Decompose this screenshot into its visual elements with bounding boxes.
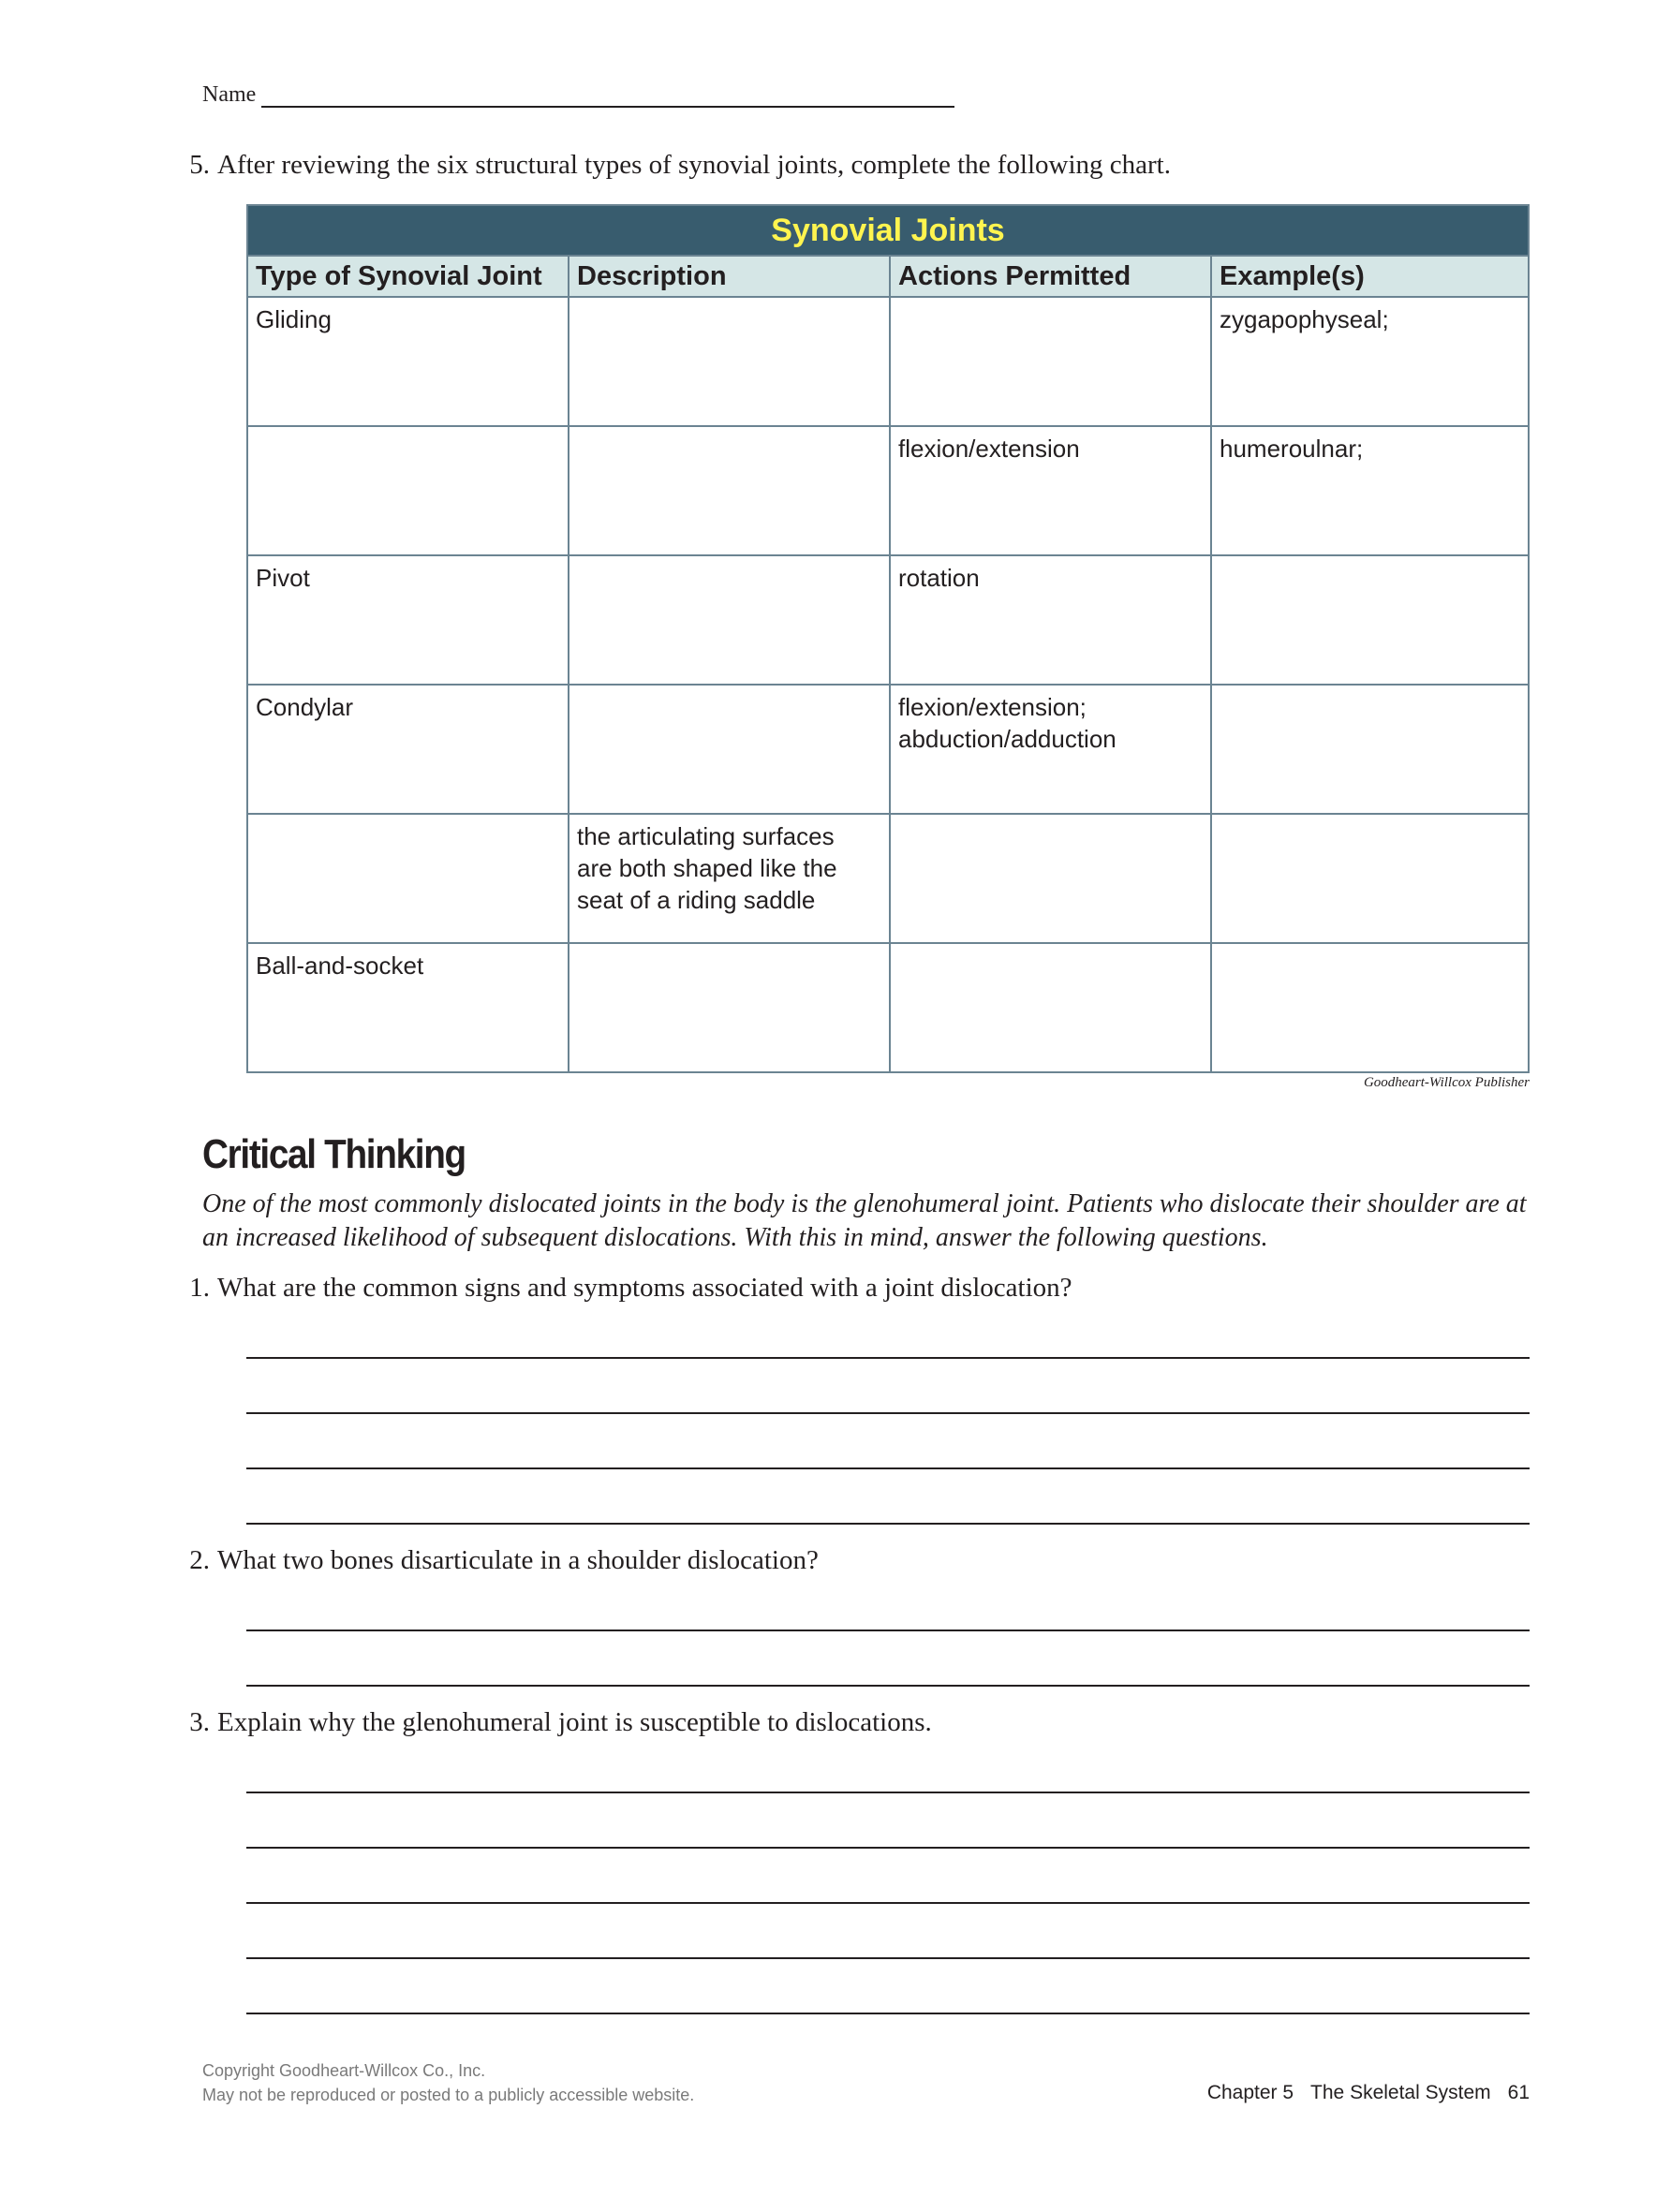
synovial-joints-table <box>246 204 1530 1073</box>
table-cell: Gliding <box>248 298 569 425</box>
intro-paragraph: One of the most commonly dislocated joints in the body is the glenohumeral joint. Patients who dislocate their shoulder are at an increased likelihood of subsequent dislocations. With this in mind, answer the following questions. <box>202 1189 1527 1252</box>
table-cell: Condylar <box>248 686 569 813</box>
table-row <box>248 296 1528 425</box>
table-cell: zygapophyseal; <box>1220 305 1389 333</box>
table-cell[interactable] <box>891 944 1212 1071</box>
question-text: What two bones disarticulate in a shoulder dislocation? <box>217 1545 819 1575</box>
question-number: 1. <box>189 1273 210 1303</box>
answer-line[interactable] <box>246 1847 1530 1849</box>
page-number: 61 <box>1507 2082 1530 2103</box>
answer-line[interactable] <box>246 1792 1530 1793</box>
answer-line[interactable] <box>246 1630 1530 1631</box>
column-header: Type of Synovial Joint <box>248 257 569 296</box>
answer-line[interactable] <box>246 1957 1530 1959</box>
column-header: Description <box>569 257 891 296</box>
reproduction-notice: May not be reproduced or posted to a publicly accessible website. <box>202 2086 695 2104</box>
name-field[interactable] <box>202 82 954 108</box>
table-cell[interactable] <box>569 944 891 1071</box>
question-1 <box>178 1273 1072 1304</box>
answer-line[interactable] <box>246 1412 1530 1414</box>
column-header: Example(s) <box>1220 261 1365 291</box>
table-header-row <box>248 255 1528 296</box>
question-number: 2. <box>189 1545 210 1575</box>
table-row <box>248 554 1528 684</box>
table-cell[interactable] <box>569 686 891 813</box>
question-number: 3. <box>189 1707 210 1737</box>
source-credit: Goodheart-Willcox Publisher <box>1363 1075 1530 1090</box>
answer-line[interactable] <box>246 1357 1530 1359</box>
question-text: Explain why the glenohumeral joint is susceptible to dislocations. <box>217 1707 932 1737</box>
table-row <box>248 813 1528 942</box>
table-cell: rotation <box>891 556 1212 684</box>
question-2 <box>178 1545 819 1576</box>
footer-copyright <box>202 2058 694 2107</box>
question-number: 5. <box>189 150 210 180</box>
name-line[interactable] <box>261 85 954 108</box>
section-title: Critical Thinking <box>202 1131 466 1177</box>
table-cell[interactable] <box>1212 556 1528 684</box>
table-row <box>248 684 1528 813</box>
answer-line[interactable] <box>246 1467 1530 1469</box>
table-cell[interactable] <box>891 815 1212 942</box>
table-cell[interactable] <box>1212 944 1528 1071</box>
name-label: Name <box>202 82 257 107</box>
table-cell: flexion/extension <box>891 427 1212 554</box>
chapter-title: The Skeletal System <box>1310 2082 1491 2103</box>
answer-line[interactable] <box>246 2013 1530 2014</box>
table-row <box>248 425 1528 554</box>
question-5 <box>178 150 1171 181</box>
table-cell: humeroulnar; <box>1220 435 1364 463</box>
table-cell[interactable] <box>1212 815 1528 942</box>
chapter-label: Chapter 5 <box>1206 2082 1294 2103</box>
table-row <box>248 942 1528 1071</box>
answer-line[interactable] <box>246 1902 1530 1904</box>
table-cell[interactable] <box>569 556 891 684</box>
table-cell[interactable] <box>248 815 569 942</box>
table-cell[interactable] <box>1212 686 1528 813</box>
table-cell[interactable] <box>248 427 569 554</box>
question-text: After reviewing the six structural types of synovial joints, complete the following chart. <box>217 150 1171 180</box>
table-cell: the articulating surfaces are both shaped like the seat of a riding saddle <box>569 815 891 942</box>
copyright-text: Copyright Goodheart-Willcox Co., Inc. <box>202 2061 486 2080</box>
answer-line[interactable] <box>246 1685 1530 1687</box>
footer-page-info <box>1207 2082 1530 2104</box>
table-cell[interactable] <box>569 298 891 425</box>
table-cell: Ball-and-socket <box>248 944 569 1071</box>
table-cell: Pivot <box>248 556 569 684</box>
table-cell: flexion/extension; abduction/adduction <box>891 686 1212 813</box>
table-title: Synovial Joints <box>248 206 1528 255</box>
question-3 <box>178 1707 932 1738</box>
table-cell[interactable] <box>569 427 891 554</box>
question-text: What are the common signs and symptoms associated with a joint dislocation? <box>217 1273 1072 1303</box>
table-cell[interactable] <box>891 298 1212 425</box>
answer-line[interactable] <box>246 1523 1530 1525</box>
table-body <box>248 296 1528 1071</box>
column-header: Actions Permitted <box>891 257 1212 296</box>
